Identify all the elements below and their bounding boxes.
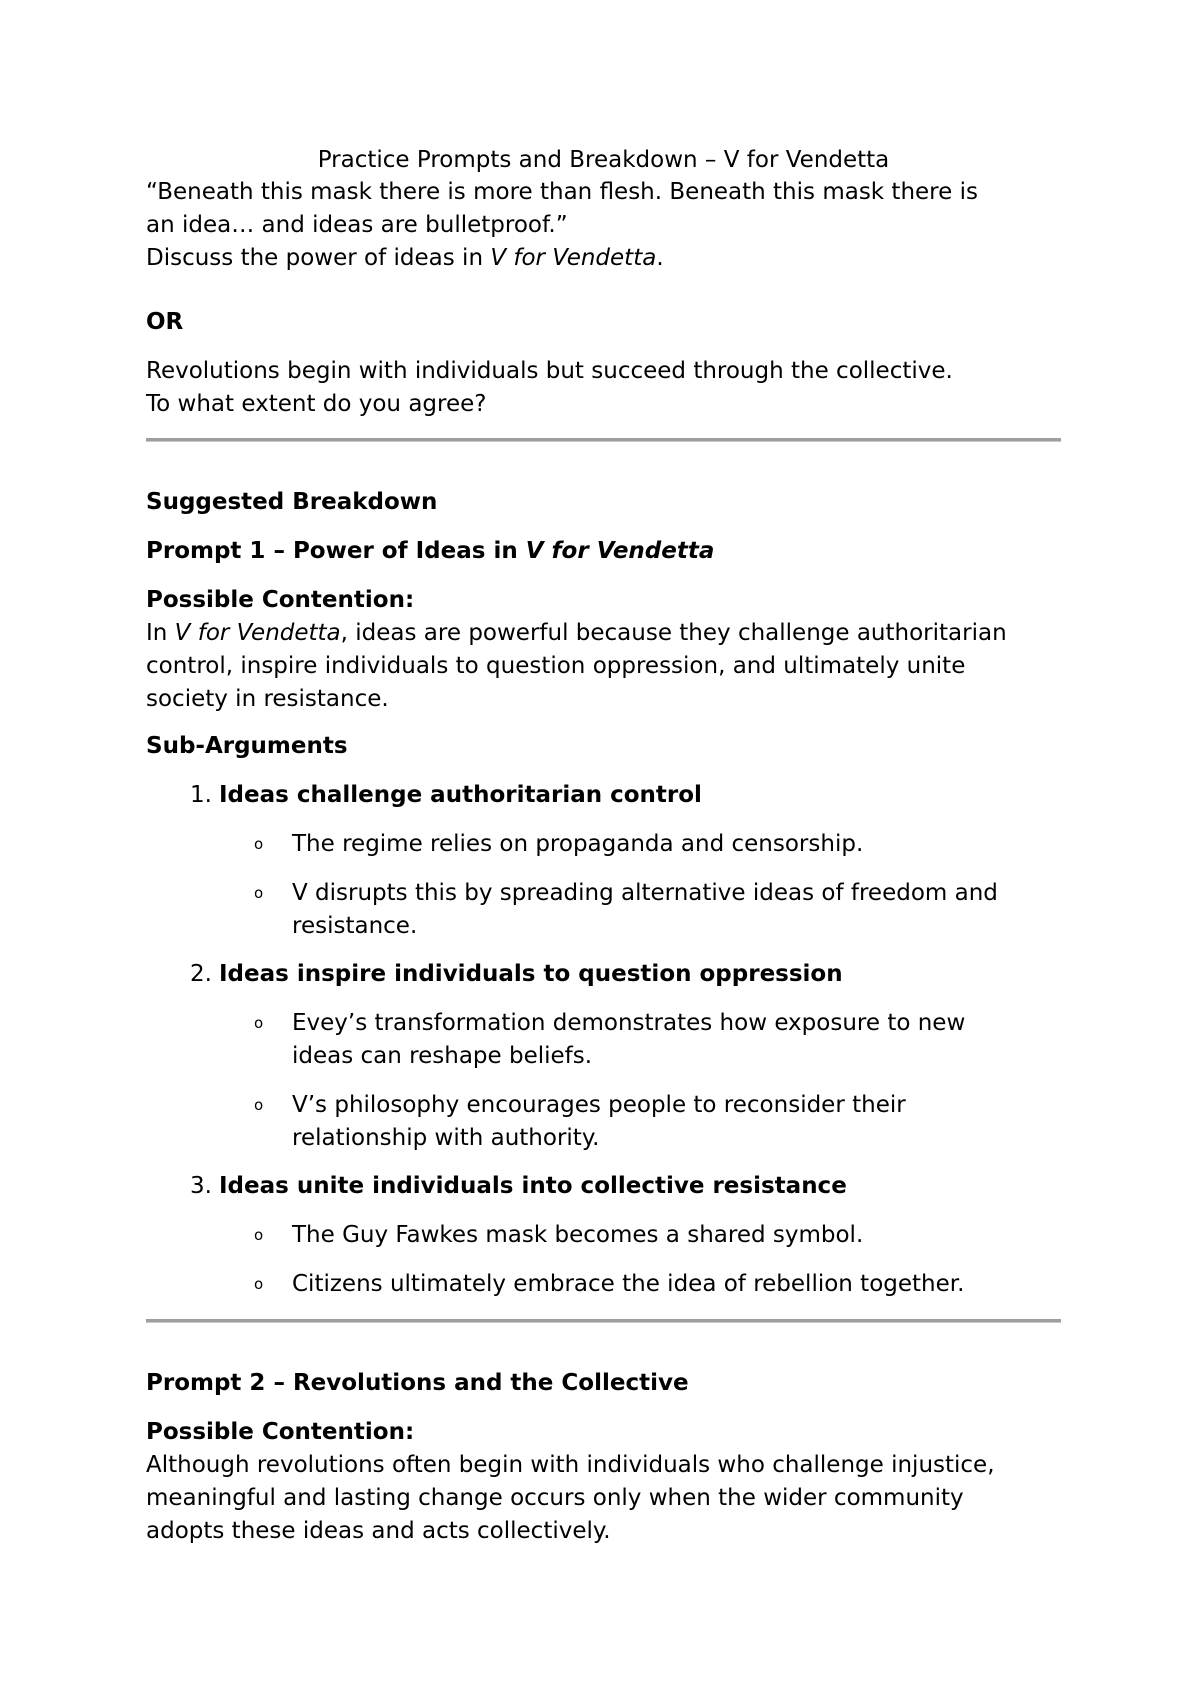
quote-line-1: “Beneath this mask there is more than flesh. Beneath this mask there is [146, 179, 978, 205]
prompt2-text [146, 355, 1061, 421]
divider [146, 1319, 1061, 1323]
prompt1-question: Discuss the power of ideas in V for Vendetta. [146, 245, 664, 271]
bullet-text: Evey’s transformation demonstrates how exposure to new ideas can reshape beliefs. [292, 1010, 966, 1069]
contention-label: Possible Contention: [146, 587, 415, 613]
bullet-icon: o [254, 835, 264, 853]
bullet-icon: o [254, 1014, 264, 1032]
list-heading: Ideas challenge authoritarian control [219, 782, 702, 808]
bullet-icon: o [254, 1096, 264, 1114]
list-number: 3. [190, 1173, 212, 1199]
bullet-icon: o [254, 1275, 264, 1293]
or-label: OR [146, 309, 184, 335]
divider [146, 438, 1061, 442]
list-heading: Ideas unite individuals into collective resistance [219, 1173, 847, 1199]
prompt2-contention: Possible Contention: Although revolutions often begin with individuals who challenge injustice, meaningful and lasting change occurs only when the wider community adopts these ideas and acts collectively. [146, 1419, 995, 1544]
prompt2-heading: Prompt 2 – Revolutions and the Collective [146, 1370, 689, 1396]
list-heading: Ideas inspire individuals to question oppression [219, 961, 843, 987]
list-number: 2. [190, 961, 212, 987]
prompt2-line-2: To what extent do you agree? [146, 391, 487, 417]
subarguments-label: Sub-Arguments [146, 733, 348, 759]
prompt1-heading: Prompt 1 – Power of Ideas in V for Vendetta [146, 538, 715, 564]
contention-label: Possible Contention: [146, 1419, 415, 1445]
quote-line-2: an idea… and ideas are bulletproof.” [146, 212, 568, 238]
document-title: Practice Prompts and Breakdown – V for Vendetta [317, 147, 890, 173]
bullet-text: Citizens ultimately embrace the idea of rebellion together. [292, 1271, 965, 1297]
bullet-text: V disrupts this by spreading alternative ideas of freedom and resistance. [292, 880, 998, 939]
breakdown-heading: Suggested Breakdown [146, 489, 438, 515]
bullet-text: V’s philosophy encourages people to reconsider their relationship with authority. [292, 1092, 906, 1151]
prompt2-line-1: Revolutions begin with individuals but succeed through the collective. [146, 358, 953, 384]
bullet-icon: o [254, 1226, 264, 1244]
bullet-text: The Guy Fawkes mask becomes a shared symbol. [292, 1222, 864, 1248]
list-number: 1. [190, 782, 212, 808]
bullet-text: The regime relies on propaganda and censorship. [292, 831, 864, 857]
prompt1-contention: Possible Contention: In V for Vendetta, ideas are powerful because they challenge authoritarian control, inspire individuals to question oppression, and ultimately unite society in resistance. [146, 587, 1007, 712]
bullet-icon: o [254, 884, 264, 902]
prompt1-text [146, 176, 1061, 275]
